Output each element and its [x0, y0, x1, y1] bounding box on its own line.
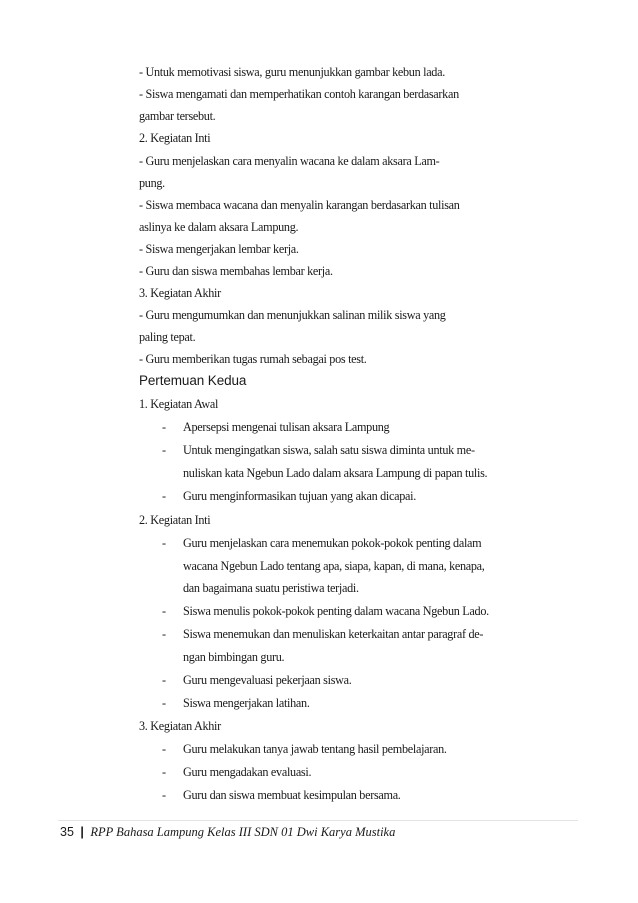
list-bullet: -: [162, 742, 167, 756]
text-line: - Guru menjelaskan cara menyalin wacana ke dalam aksara Lam-: [139, 154, 440, 168]
list-item: Siswa mengerjakan latihan.: [183, 696, 310, 710]
text-line: aslinya ke dalam aksara Lampung.: [139, 220, 299, 234]
list-item: Guru mengevaluasi pekerjaan siswa.: [183, 673, 352, 687]
text-line: paling tepat.: [139, 330, 196, 344]
step-heading: 3. Kegiatan Akhir: [139, 286, 221, 300]
text-line: - Guru dan siswa membahas lembar kerja.: [139, 264, 333, 278]
step-heading: 3. Kegiatan Akhir: [139, 719, 221, 733]
list-item: Guru menjelaskan cara menemukan pokok-pokok penting dalam: [183, 536, 482, 550]
step-heading: 2. Kegiatan Inti: [139, 513, 211, 527]
list-item-continuation: dan bagaimana suatu peristiwa terjadi.: [183, 581, 359, 595]
list-item: Guru mengadakan evaluasi.: [183, 765, 312, 779]
step-heading: 1. Kegiatan Awal: [139, 397, 219, 411]
text-line: pung.: [139, 176, 165, 190]
list-bullet: -: [162, 696, 167, 710]
text-line: - Guru mengumumkan dan menunjukkan salinan milik siswa yang: [139, 308, 446, 322]
list-bullet: -: [162, 788, 167, 802]
text-line: - Siswa membaca wacana dan menyalin karangan berdasarkan tulisan: [139, 198, 460, 212]
text-line: - Guru memberikan tugas rumah sebagai pos test.: [139, 352, 367, 366]
page-footer: [60, 824, 395, 840]
list-bullet: -: [162, 489, 167, 503]
page-number: 35: [60, 825, 74, 839]
list-bullet: -: [162, 627, 167, 641]
list-bullet: -: [162, 443, 167, 457]
list-item-continuation: wacana Ngebun Lado tentang apa, siapa, kapan, di mana, kenapa,: [183, 559, 485, 573]
list-bullet: -: [162, 765, 167, 779]
list-item: Guru dan siswa membuat kesimpulan bersama.: [183, 788, 401, 802]
list-item: Guru menginformasikan tujuan yang akan dicapai.: [183, 489, 416, 503]
text-line: - Siswa mengerjakan lembar kerja.: [139, 242, 299, 256]
list-bullet: -: [162, 604, 167, 618]
list-item-continuation: ngan bimbingan guru.: [183, 650, 285, 664]
list-item-continuation: nuliskan kata Ngebun Lado dalam aksara Lampung di papan tulis.: [183, 466, 488, 480]
footer-divider: [58, 820, 578, 821]
list-item: Siswa menemukan dan menuliskan keterkaitan antar paragraf de-: [183, 627, 484, 641]
list-bullet: -: [162, 673, 167, 687]
list-item: Untuk mengingatkan siswa, salah satu siswa diminta untuk me-: [183, 443, 475, 457]
step-heading: 2. Kegiatan Inti: [139, 131, 211, 145]
list-bullet: -: [162, 420, 167, 434]
list-item: Apersepsi mengenai tulisan aksara Lampung: [183, 420, 390, 434]
text-line: gambar tersebut.: [139, 109, 216, 123]
list-item: Guru melakukan tanya jawab tentang hasil pembelajaran.: [183, 742, 447, 756]
footer-title: RPP Bahasa Lampung Kelas III SDN 01 Dwi Karya Mustika: [90, 825, 396, 839]
list-bullet: -: [162, 536, 167, 550]
text-line: - Untuk memotivasi siswa, guru menunjukkan gambar kebun lada.: [139, 65, 445, 79]
list-item: Siswa menulis pokok-pokok penting dalam wacana Ngebun Lado.: [183, 604, 489, 618]
section-heading: Pertemuan Kedua: [139, 373, 247, 388]
text-line: - Siswa mengamati dan memperhatikan contoh karangan berdasarkan: [139, 87, 459, 101]
footer-separator: |: [80, 825, 84, 839]
